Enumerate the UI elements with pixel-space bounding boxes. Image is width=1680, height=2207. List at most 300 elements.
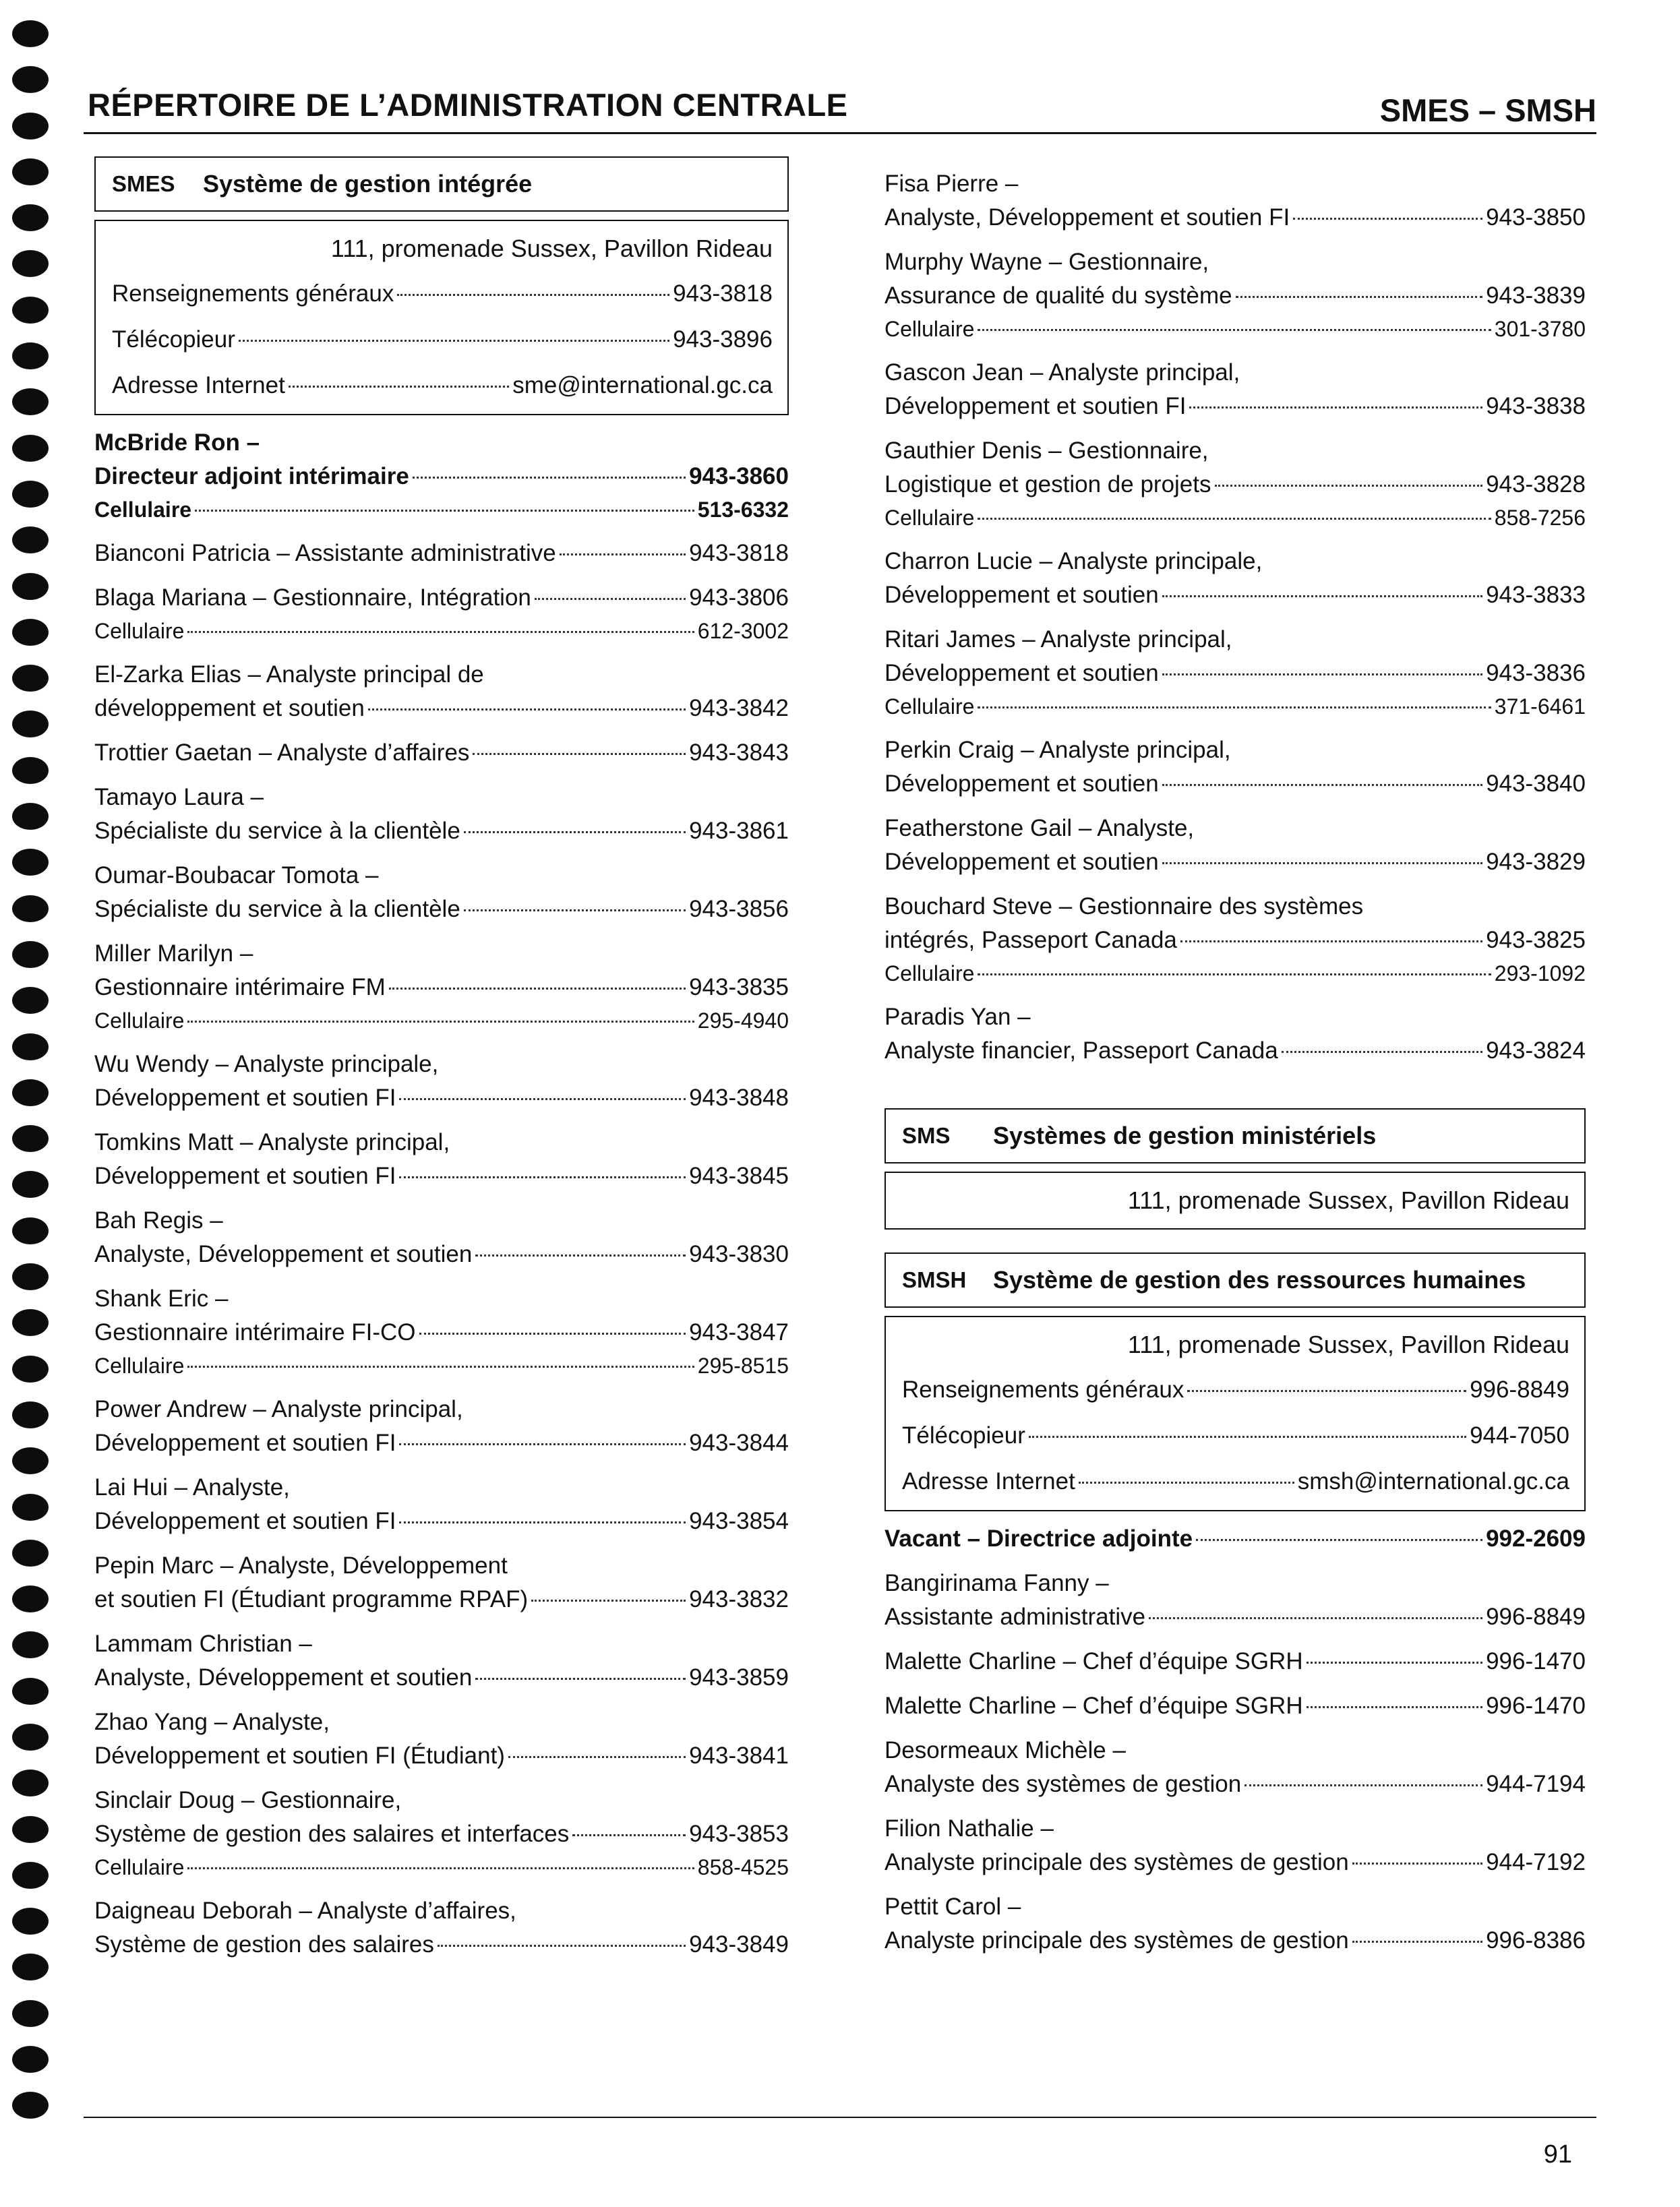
entry-text: Vacant – Directrice adjointe bbox=[884, 1525, 1193, 1552]
phone-number: 943-3835 bbox=[689, 974, 789, 1000]
phone-number: 858-7256 bbox=[1494, 506, 1586, 530]
phone-number: 943-3853 bbox=[689, 1821, 789, 1847]
entry-text: Directeur adjoint intérimaire bbox=[94, 463, 409, 489]
directory-entry bbox=[94, 781, 789, 848]
entry-line bbox=[884, 657, 1586, 690]
directory-entry bbox=[884, 245, 1586, 345]
cell-phone-line bbox=[884, 313, 1586, 345]
entry-line bbox=[884, 1924, 1586, 1958]
binder-hole bbox=[12, 849, 49, 876]
directory-entry bbox=[884, 1000, 1586, 1068]
binder-hole bbox=[12, 2092, 49, 2119]
dot-leader bbox=[399, 1176, 686, 1178]
header-rule bbox=[84, 132, 1596, 134]
directory-entry bbox=[94, 1126, 789, 1193]
phone-number: 943-3818 bbox=[689, 540, 789, 566]
entry-text: Développement et soutien FI bbox=[94, 1508, 396, 1534]
section-name-sms: Systèmes de gestion ministériels bbox=[993, 1122, 1377, 1149]
entry-text: Cellulaire bbox=[94, 619, 185, 643]
binder-hole bbox=[12, 1447, 49, 1474]
binder-hole bbox=[12, 1263, 49, 1290]
entry-line bbox=[94, 1126, 789, 1159]
smes-section-header bbox=[94, 156, 789, 212]
binder-hole bbox=[12, 1678, 49, 1705]
phone-number: 943-3836 bbox=[1486, 660, 1586, 686]
info-value: smsh@international.gc.ca bbox=[1297, 1468, 1569, 1494]
info-label: Renseignements généraux bbox=[112, 280, 394, 307]
dot-leader bbox=[1149, 1617, 1482, 1619]
phone-number: 943-3838 bbox=[1486, 393, 1586, 419]
directory-entry bbox=[884, 812, 1586, 879]
phone-number: 943-3845 bbox=[689, 1163, 789, 1189]
phone-number: 513-6332 bbox=[697, 497, 789, 522]
dot-leader bbox=[399, 1443, 686, 1445]
entry-text: Featherstone Gail – Analyste, bbox=[884, 815, 1195, 841]
smsh-section-header bbox=[884, 1252, 1586, 1308]
cell-phone-line bbox=[94, 615, 789, 647]
section-code: SMES – SMSH bbox=[1379, 92, 1596, 128]
entry-line bbox=[94, 426, 789, 460]
dot-leader bbox=[464, 831, 686, 833]
phone-number: 943-3833 bbox=[1486, 582, 1586, 608]
phone-number: 295-8515 bbox=[697, 1354, 789, 1378]
phone-number: 943-3854 bbox=[689, 1508, 789, 1534]
entry-line bbox=[94, 1739, 789, 1773]
phone-number: 943-3844 bbox=[689, 1430, 789, 1456]
entry-text: Cellulaire bbox=[884, 506, 975, 530]
entry-line bbox=[94, 1048, 789, 1081]
dot-leader bbox=[1162, 784, 1482, 786]
entry-line bbox=[884, 623, 1586, 657]
entry-text: Analyste principale des systèmes de gestion bbox=[884, 1849, 1349, 1875]
phone-number: 943-3825 bbox=[1486, 927, 1586, 953]
entry-text: Bouchard Steve – Gestionnaire des systèmes bbox=[884, 893, 1364, 919]
dot-leader bbox=[1352, 1941, 1482, 1943]
entry-text: Système de gestion des salaires bbox=[94, 1931, 434, 1958]
phone-number: 944-7194 bbox=[1486, 1771, 1586, 1797]
directory-entry bbox=[94, 426, 789, 526]
directory-entry bbox=[884, 1522, 1586, 1556]
entry-line bbox=[94, 1583, 789, 1616]
phone-number: 996-8849 bbox=[1486, 1604, 1586, 1630]
dot-leader bbox=[419, 1333, 686, 1335]
binder-hole bbox=[12, 342, 49, 369]
entry-line bbox=[94, 1894, 789, 1928]
entry-text: Gascon Jean – Analyste principal, bbox=[884, 359, 1240, 386]
info-row bbox=[902, 1459, 1569, 1505]
directory-entry bbox=[94, 658, 789, 725]
entry-text: Développement et soutien FI bbox=[884, 393, 1187, 419]
entry-text: Shank Eric – bbox=[94, 1286, 229, 1312]
entry-line bbox=[94, 1471, 789, 1505]
directory-entry bbox=[94, 1894, 789, 1962]
info-label: Adresse Internet bbox=[902, 1468, 1075, 1494]
binder-hole bbox=[12, 1724, 49, 1751]
phone-number: 943-3806 bbox=[689, 584, 789, 611]
entry-text: Cellulaire bbox=[884, 317, 975, 341]
cell-phone-line bbox=[884, 690, 1586, 723]
cell-phone-line bbox=[884, 957, 1586, 990]
entry-line bbox=[884, 1000, 1586, 1034]
right-column bbox=[884, 156, 1586, 1958]
binder-hole bbox=[12, 297, 49, 324]
entry-line bbox=[884, 767, 1586, 801]
binder-hole bbox=[12, 987, 49, 1014]
entry-line bbox=[884, 812, 1586, 845]
dot-leader bbox=[399, 1098, 686, 1100]
phone-number: 858-4525 bbox=[697, 1855, 789, 1879]
info-value: 943-3896 bbox=[673, 326, 773, 353]
info-value: 943-3818 bbox=[673, 280, 773, 307]
entry-text: Cellulaire bbox=[94, 1008, 185, 1033]
entry-text: Trottier Gaetan – Analyste d’affaires bbox=[94, 739, 470, 766]
dot-leader bbox=[473, 753, 686, 755]
binder-hole bbox=[12, 573, 49, 600]
binder-hole bbox=[12, 1540, 49, 1567]
entry-line bbox=[94, 537, 789, 570]
binder-hole bbox=[12, 1494, 49, 1521]
phone-number: 943-3829 bbox=[1486, 849, 1586, 875]
entry-line bbox=[884, 1522, 1586, 1556]
dot-leader bbox=[1162, 862, 1482, 864]
smsh-address: 111, promenade Sussex, Pavillon Rideau bbox=[1127, 1331, 1569, 1358]
entry-text: Logistique et gestion de projets bbox=[884, 471, 1211, 497]
binder-hole bbox=[12, 2000, 49, 2027]
sms-address-box bbox=[884, 1172, 1586, 1230]
phone-number: 943-3859 bbox=[689, 1664, 789, 1691]
entry-line bbox=[94, 937, 789, 971]
phone-number: 943-3832 bbox=[689, 1586, 789, 1612]
entry-text: Spécialiste du service à la clientèle bbox=[94, 896, 460, 922]
directory-entry bbox=[94, 1705, 789, 1773]
binder-hole bbox=[12, 113, 49, 140]
phone-number: 944-7192 bbox=[1486, 1849, 1586, 1875]
entry-text: Lammam Christian – bbox=[94, 1631, 312, 1657]
phone-number: 943-3861 bbox=[689, 818, 789, 844]
entry-line bbox=[94, 1238, 789, 1271]
info-value: 944-7050 bbox=[1470, 1422, 1569, 1449]
entry-line bbox=[884, 845, 1586, 879]
binder-hole bbox=[12, 1585, 49, 1612]
info-value: 996-8849 bbox=[1470, 1377, 1569, 1403]
section-name-smsh: Système de gestion des ressources humaines bbox=[993, 1266, 1526, 1294]
cell-phone-line bbox=[94, 1350, 789, 1382]
entry-text: Miller Marilyn – bbox=[94, 940, 253, 967]
entry-line bbox=[94, 581, 789, 615]
binder-hole bbox=[12, 803, 49, 830]
entry-text: Gestionnaire intérimaire FM bbox=[94, 974, 386, 1000]
entry-text: Développement et soutien FI (Étudiant) bbox=[94, 1743, 505, 1769]
phone-number: 943-3850 bbox=[1486, 204, 1586, 231]
entry-text: Cellulaire bbox=[884, 694, 975, 719]
phone-number: 943-3830 bbox=[689, 1241, 789, 1267]
entry-line bbox=[884, 1600, 1586, 1634]
directory-entry bbox=[884, 545, 1586, 612]
dot-leader bbox=[1293, 218, 1482, 220]
binder-hole bbox=[12, 757, 49, 784]
dot-leader bbox=[1244, 1784, 1482, 1786]
entry-line bbox=[94, 736, 789, 770]
phone-number: 996-8386 bbox=[1486, 1927, 1586, 1954]
dot-leader bbox=[1215, 485, 1483, 487]
binder-hole bbox=[12, 1816, 49, 1843]
entry-text: Développement et soutien FI bbox=[94, 1430, 396, 1456]
entry-text: Cellulaire bbox=[94, 1855, 185, 1879]
binder-holes bbox=[12, 20, 50, 2138]
dot-leader bbox=[1162, 673, 1482, 675]
phone-number: 943-3839 bbox=[1486, 282, 1586, 309]
directory-entry bbox=[884, 1812, 1586, 1879]
entry-text: Filion Nathalie – bbox=[884, 1815, 1054, 1842]
info-label: Télécopieur bbox=[902, 1422, 1025, 1449]
entry-text: El-Zarka Elias – Analyste principal de bbox=[94, 661, 484, 688]
dot-leader bbox=[475, 1254, 686, 1257]
entry-line bbox=[884, 1689, 1586, 1723]
entry-text: Analyste, Développement et soutien bbox=[94, 1241, 473, 1267]
entry-text: Cellulaire bbox=[94, 497, 192, 522]
dot-leader bbox=[1196, 1539, 1482, 1541]
entry-text: Analyste des systèmes de gestion bbox=[884, 1771, 1242, 1797]
dot-leader bbox=[187, 631, 694, 633]
binder-hole bbox=[12, 1079, 49, 1106]
dot-leader bbox=[535, 598, 686, 600]
directory-entry bbox=[94, 537, 789, 570]
entry-line bbox=[94, 1081, 789, 1115]
binder-hole bbox=[12, 895, 49, 922]
directory-entry bbox=[94, 937, 789, 1037]
phone-number: 943-3856 bbox=[689, 896, 789, 922]
dot-leader bbox=[1162, 595, 1482, 597]
entry-text: Développement et soutien FI bbox=[94, 1085, 396, 1111]
binder-hole bbox=[12, 1171, 49, 1198]
info-label: Renseignements généraux bbox=[902, 1377, 1184, 1403]
dot-leader bbox=[187, 1867, 694, 1869]
binder-hole bbox=[12, 204, 49, 231]
entry-text: Pepin Marc – Analyste, Développement bbox=[94, 1552, 508, 1579]
phone-number: 943-3842 bbox=[689, 695, 789, 721]
smes-address: 111, promenade Sussex, Pavillon Rideau bbox=[330, 235, 773, 262]
info-label: Télécopieur bbox=[112, 326, 235, 353]
binder-hole bbox=[12, 1954, 49, 1981]
directory-entry bbox=[884, 1645, 1586, 1679]
binder-hole bbox=[12, 66, 49, 93]
entry-text: Tamayo Laura – bbox=[94, 784, 264, 810]
directory-entry bbox=[94, 1204, 789, 1271]
info-row bbox=[112, 317, 773, 363]
directory-entry bbox=[884, 356, 1586, 423]
directory-entry bbox=[884, 623, 1586, 723]
entry-line bbox=[884, 356, 1586, 390]
binder-hole bbox=[12, 1770, 49, 1796]
directory-entry bbox=[94, 1282, 789, 1382]
phone-number: 295-4940 bbox=[697, 1008, 789, 1033]
dot-leader bbox=[1180, 940, 1482, 942]
entry-text: Wu Wendy – Analyste principale, bbox=[94, 1051, 439, 1077]
entry-text: Spécialiste du service à la clientèle bbox=[94, 818, 460, 844]
entry-line bbox=[884, 468, 1586, 502]
smsh-info-box bbox=[884, 1316, 1586, 1511]
phone-number: 612-3002 bbox=[697, 619, 789, 643]
dot-leader bbox=[187, 1366, 694, 1368]
entry-text: Développement et soutien bbox=[884, 660, 1159, 686]
dot-leader bbox=[1307, 1706, 1482, 1708]
entry-text: Lai Hui – Analyste, bbox=[94, 1474, 290, 1501]
dot-leader bbox=[438, 1945, 686, 1947]
entry-line bbox=[94, 859, 789, 893]
entry-line bbox=[94, 971, 789, 1004]
phone-number: 301-3780 bbox=[1494, 317, 1586, 341]
entry-text: Malette Charline – Chef d’équipe SGRH bbox=[884, 1693, 1303, 1719]
entry-line bbox=[884, 434, 1586, 468]
smes-info-box bbox=[94, 220, 789, 415]
binder-hole bbox=[12, 711, 49, 737]
directory-entry bbox=[884, 1890, 1586, 1958]
entry-text: Pettit Carol – bbox=[884, 1894, 1021, 1920]
entry-text: McBride Ron – bbox=[94, 429, 260, 456]
smes-staff-list-left bbox=[94, 426, 789, 1962]
dot-leader bbox=[1189, 406, 1482, 409]
dot-leader bbox=[978, 973, 1491, 975]
entry-text: Desormeaux Michèle – bbox=[884, 1737, 1126, 1763]
entry-line bbox=[884, 279, 1586, 313]
phone-number: 943-3840 bbox=[1486, 770, 1586, 797]
binder-hole bbox=[12, 619, 49, 646]
entry-line bbox=[94, 1627, 789, 1661]
entry-line bbox=[94, 1928, 789, 1962]
phone-number: 943-3843 bbox=[689, 739, 789, 766]
dot-leader bbox=[531, 1600, 686, 1602]
dot-leader bbox=[368, 708, 686, 711]
directory-entry bbox=[884, 434, 1586, 534]
entry-line bbox=[884, 1890, 1586, 1924]
entry-text: Bah Regis – bbox=[94, 1207, 223, 1234]
dot-leader bbox=[475, 1678, 686, 1680]
smsh-staff-list bbox=[884, 1522, 1586, 1958]
entry-line bbox=[94, 1204, 789, 1238]
entry-text: Zhao Yang – Analyste, bbox=[94, 1709, 330, 1735]
dot-leader bbox=[978, 706, 1491, 708]
dot-leader bbox=[978, 518, 1491, 520]
entry-line bbox=[884, 201, 1586, 235]
left-column bbox=[94, 156, 789, 1962]
entry-line bbox=[884, 245, 1586, 279]
info-row bbox=[902, 1413, 1569, 1459]
section-name-smes: Système de gestion intégrée bbox=[203, 170, 533, 198]
binder-hole bbox=[12, 1309, 49, 1336]
entry-text: Analyste financier, Passeport Canada bbox=[884, 1037, 1278, 1064]
entry-text: Analyste, Développement et soutien FI bbox=[884, 204, 1290, 231]
info-value: sme@international.gc.ca bbox=[512, 372, 773, 398]
binder-hole bbox=[12, 1908, 49, 1935]
entry-text: Ritari James – Analyste principal, bbox=[884, 626, 1232, 653]
entry-text: Fisa Pierre – bbox=[884, 171, 1019, 197]
entry-line bbox=[94, 460, 789, 493]
binder-hole bbox=[12, 20, 49, 47]
entry-line bbox=[94, 1661, 789, 1695]
dot-leader bbox=[464, 909, 686, 911]
entry-text: Développement et soutien bbox=[884, 770, 1159, 797]
phone-number: 943-3847 bbox=[689, 1319, 789, 1346]
entry-line bbox=[94, 1817, 789, 1851]
directory-entry bbox=[94, 581, 789, 647]
entry-text: Sinclair Doug – Gestionnaire, bbox=[94, 1787, 402, 1813]
entry-text: Malette Charline – Chef d’équipe SGRH bbox=[884, 1648, 1303, 1674]
entry-line bbox=[94, 893, 789, 926]
entry-line bbox=[884, 167, 1586, 201]
info-row bbox=[112, 363, 773, 409]
directory-entry bbox=[94, 1784, 789, 1883]
entry-line bbox=[94, 814, 789, 848]
directory-entry bbox=[94, 736, 789, 770]
entry-line bbox=[884, 1734, 1586, 1767]
entry-text: Développement et soutien bbox=[884, 849, 1159, 875]
directory-entry bbox=[884, 890, 1586, 990]
directory-entry bbox=[94, 1471, 789, 1538]
entry-line bbox=[94, 1505, 789, 1538]
dot-leader bbox=[1236, 296, 1483, 298]
binder-hole bbox=[12, 481, 49, 508]
dot-leader bbox=[389, 988, 686, 990]
binder-hole bbox=[12, 1631, 49, 1658]
smes-staff-list-right bbox=[884, 167, 1586, 1068]
entry-line bbox=[884, 1812, 1586, 1846]
entry-text: développement et soutien bbox=[94, 695, 365, 721]
entry-line bbox=[94, 1784, 789, 1817]
entry-text: Système de gestion des salaires et interfaces bbox=[94, 1821, 570, 1847]
directory-entry bbox=[94, 1393, 789, 1460]
phone-number: 992-2609 bbox=[1486, 1525, 1586, 1552]
binder-hole bbox=[12, 2046, 49, 2073]
entry-text: Assurance de qualité du système bbox=[884, 282, 1232, 309]
cell-phone-line bbox=[94, 1851, 789, 1883]
entry-line bbox=[884, 1034, 1586, 1068]
entry-line bbox=[884, 1567, 1586, 1600]
entry-text: Bangirinama Fanny – bbox=[884, 1570, 1109, 1596]
section-code-smes: SMES bbox=[112, 171, 175, 196]
section-code-smsh: SMSH bbox=[902, 1267, 967, 1292]
entry-line bbox=[94, 1705, 789, 1739]
page-title: RÉPERTOIRE DE L’ADMINISTRATION CENTRALE bbox=[88, 87, 848, 123]
entry-line bbox=[884, 1645, 1586, 1679]
phone-number: 943-3860 bbox=[689, 463, 789, 489]
entry-text: Daigneau Deborah – Analyste d’affaires, bbox=[94, 1898, 516, 1924]
binder-hole bbox=[12, 158, 49, 185]
entry-text: Assistante administrative bbox=[884, 1604, 1146, 1630]
entry-text: Blaga Mariana – Gestionnaire, Intégration bbox=[94, 584, 531, 611]
binder-hole bbox=[12, 250, 49, 277]
cell-phone-line bbox=[884, 502, 1586, 534]
entry-text: Oumar-Boubacar Tomota – bbox=[94, 862, 379, 888]
binder-hole bbox=[12, 1356, 49, 1383]
entry-line bbox=[884, 890, 1586, 924]
entry-line bbox=[94, 1316, 789, 1350]
entry-text: Gauthier Denis – Gestionnaire, bbox=[884, 437, 1209, 464]
phone-number: 943-3828 bbox=[1486, 471, 1586, 497]
entry-text: Power Andrew – Analyste principal, bbox=[94, 1396, 463, 1422]
entry-text: Développement et soutien FI bbox=[94, 1163, 396, 1189]
entry-text: Cellulaire bbox=[94, 1354, 185, 1378]
entry-line bbox=[884, 1767, 1586, 1801]
binder-hole bbox=[12, 1125, 49, 1152]
dot-leader bbox=[413, 477, 686, 479]
dot-leader bbox=[508, 1756, 686, 1758]
entry-text: Gestionnaire intérimaire FI-CO bbox=[94, 1319, 416, 1346]
entry-text: Paradis Yan – bbox=[884, 1004, 1031, 1030]
entry-text: Cellulaire bbox=[884, 961, 975, 986]
phone-number: 293-1092 bbox=[1494, 961, 1586, 986]
entry-line bbox=[94, 1159, 789, 1193]
entry-line bbox=[94, 1393, 789, 1426]
